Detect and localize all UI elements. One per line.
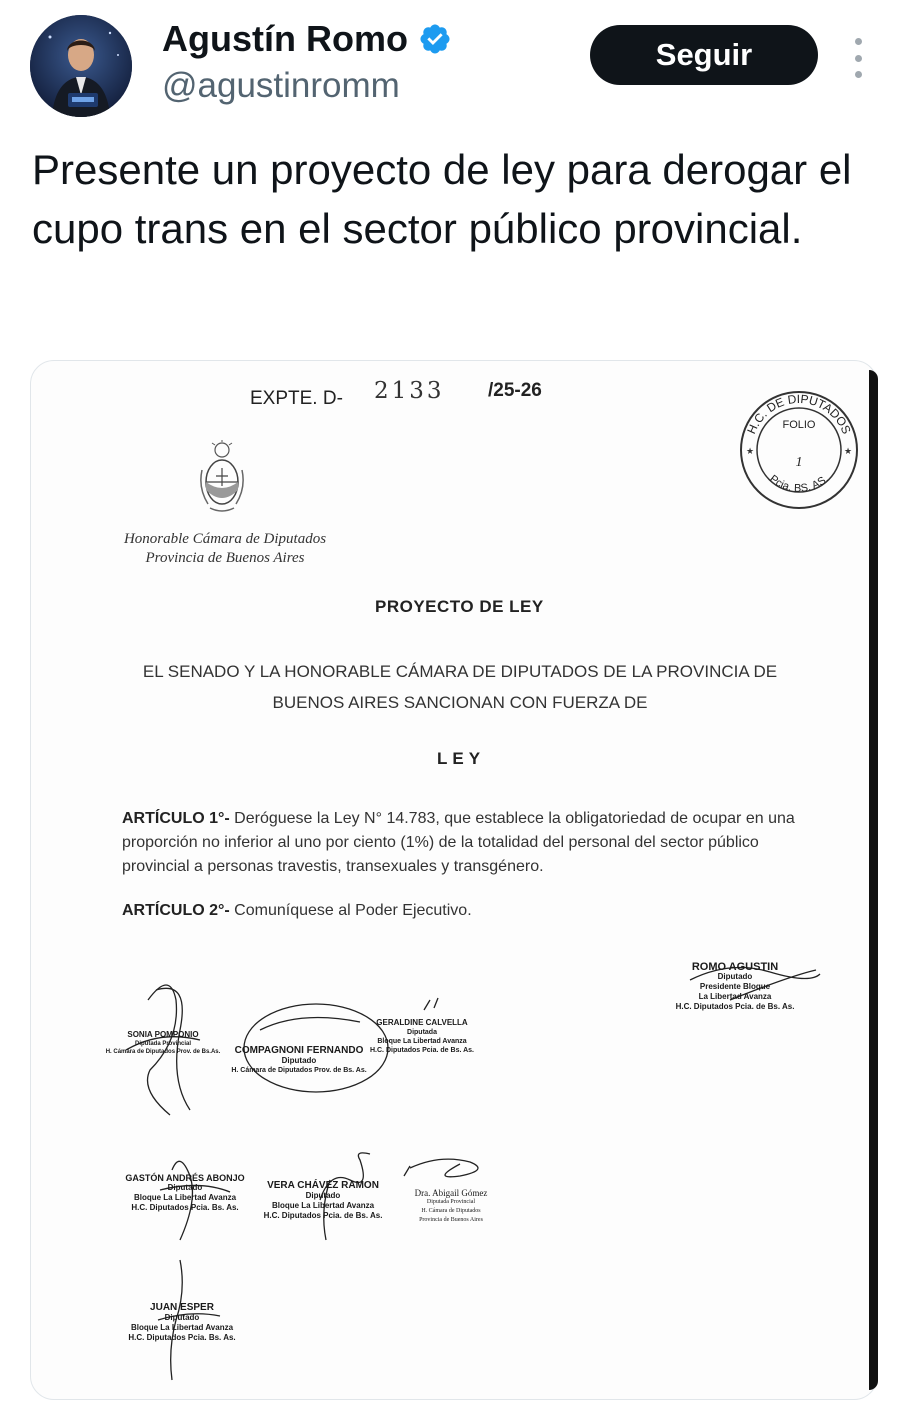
expte-year: /25-26 (488, 380, 542, 401)
stamp-folio-number: 1 (795, 455, 803, 470)
chamber-line-2: Provincia de Buenos Aires (145, 550, 305, 566)
expte-label: EXPTE. D- (250, 388, 343, 409)
signature-abonjo: GASTÓN ANDRÉS ABONJO Diputado Bloque La Libertad Avanza H.C. Diputados Pcia. Bs. As. (125, 1173, 245, 1212)
ley-heading: LEY (437, 749, 486, 768)
signature-pomponio: SONIA POMPONIO Diputada Provincial H. Cámara de Diputados Prov. de Bs.As. (105, 1030, 221, 1055)
document-title: PROYECTO DE LEY (375, 597, 544, 616)
stamp-bottom-text: Pcia. BS. AS. (767, 472, 831, 495)
article-1 (122, 807, 808, 879)
enacting-line-2: BUENOS AIRES SANCIONAN CON FUERZA DE (272, 693, 648, 712)
article-2-heading: ARTÍCULO 2°- (122, 902, 230, 919)
stamp-top-text: H.C. DE DIPUTADOS (744, 391, 854, 437)
chamber-line-1: Honorable Cámara de Diputados (123, 531, 327, 547)
enacting-clause (120, 656, 800, 718)
follow-button[interactable]: Seguir (590, 25, 818, 85)
signature-romo: ROMO AGUSTIN Diputado Presidente Bloque La Libertad Avanza H.C. Diputados Pcia. de Bs. As. (675, 961, 795, 1011)
svg-text:★: ★ (844, 447, 853, 457)
enacting-line-1: EL SENADO Y LA HONORABLE CÁMARA DE DIPUTADOS DE LA PROVINCIA DE (142, 662, 778, 681)
expte-number: 2133 (374, 378, 445, 404)
tweet-text: Presente un proyecto de ley para derogar el cupo trans en el sector público provincial. (32, 146, 852, 252)
article-2 (122, 899, 808, 923)
article-1-body: Deróguese la Ley N° 14.783, que establece la obligatoriedad de ocupar en una proporción no inferior al uno por ciento (1%) de la totalidad del personal del sector público provincial a personas travestis, transexuales y transgénero. (122, 810, 795, 875)
stamp-folio-label: FOLIO (782, 419, 816, 431)
author-handle[interactable]: @agustinromm (162, 66, 400, 105)
signature-gomez: Dra. Abigail Gómez Diputada Provincial H. Cámara de Diputados Provincia de Buenos Aires (414, 1188, 488, 1223)
coat-of-arms-icon (198, 440, 246, 516)
svg-text:★: ★ (746, 447, 755, 457)
more-options-icon[interactable] (846, 38, 870, 78)
signature-vera: VERA CHÁVEZ RAMON Diputado Bloque La Libertad Avanza H.C. Diputados Pcia. de Bs. As. (263, 1180, 383, 1220)
author-name-row (162, 18, 452, 60)
article-2-body: Comuníquese al Poder Ejecutivo. (229, 902, 472, 919)
avatar-photo (30, 15, 132, 117)
chamber-heading (118, 530, 332, 568)
author-avatar[interactable] (30, 15, 132, 117)
signature-esper: JUAN ESPER Diputado Bloque La Libertad Avanza H.C. Diputados Pcia. Bs. As. (128, 1302, 236, 1342)
author-name[interactable]: Agustín Romo (162, 18, 408, 59)
verified-badge-icon (418, 22, 452, 56)
article-1-heading: ARTÍCULO 1°- (122, 810, 230, 827)
signature-calvella: GERALDINE CALVELLA Diputada Bloque La Libertad Avanza H.C. Diputados Pcia. de Bs. As. (370, 1018, 474, 1054)
signature-compagnoni: COMPAGNONI FERNANDO Diputado H. Cámara de Diputados Prov. de Bs. As. (231, 1045, 367, 1074)
folio-stamp (738, 388, 860, 512)
